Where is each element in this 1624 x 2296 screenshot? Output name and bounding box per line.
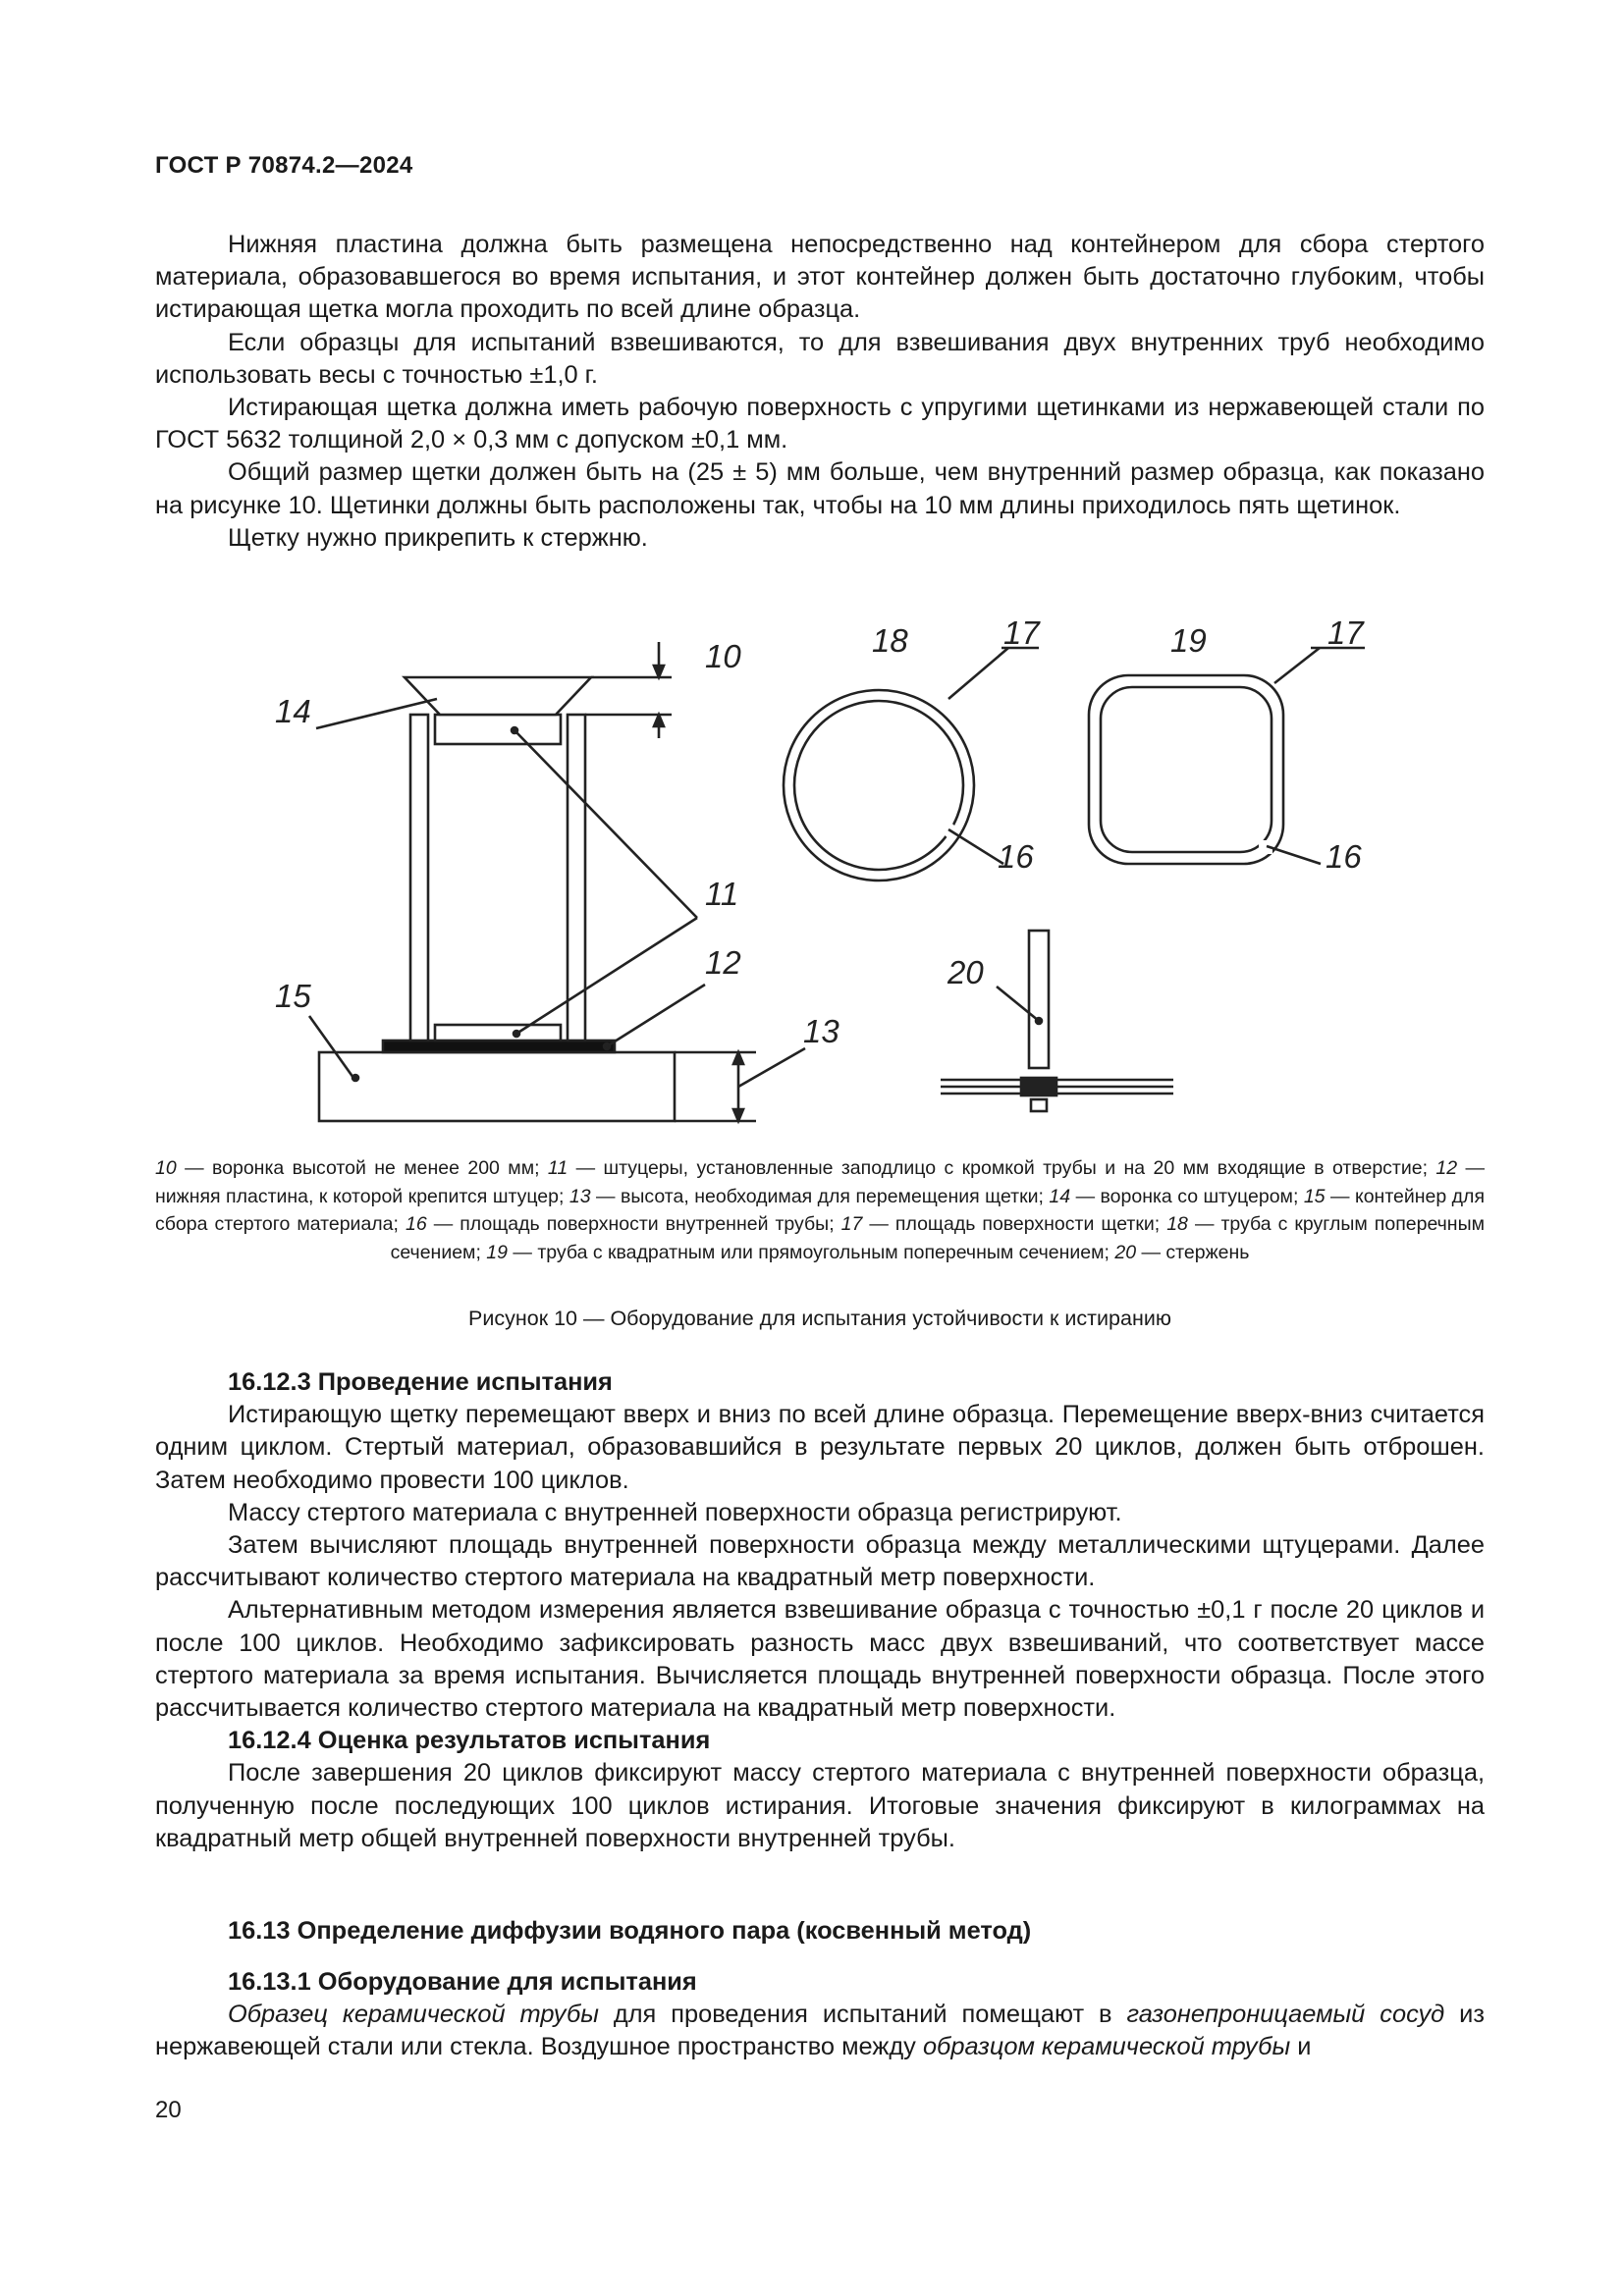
tube-left-wall <box>410 715 428 1041</box>
legend-item: 17 — площадь поверхности щетки; <box>840 1213 1167 1236</box>
label-10: 10 <box>705 638 741 674</box>
legend-item: 10 — воронка высотой не менее 200 мм; <box>155 1157 548 1179</box>
label-12: 12 <box>705 944 741 981</box>
paragraph: После завершения 20 циклов фиксируют массу стертого материала с внутренней поверхности образца, полученную после последующих 100 циклов истирания. Итоговые значения фиксируют в килограммах на квадратный метр общей внутренней поверхности внутренней трубы. <box>155 1759 1485 1852</box>
round-tube-outer <box>784 690 974 881</box>
label-20: 20 <box>947 954 984 990</box>
legend-item: 16 — площадь поверхности внутренней трубы; <box>405 1213 841 1236</box>
page-number: 20 <box>155 2097 182 2123</box>
paragraph: Истирающая щетка должна иметь рабочую поверхность с упругими щетинками из нержавеющей стали по ГОСТ 5632 толщиной 2,0 × 0,3 мм с допуском ±0,1 мм. <box>155 394 1485 454</box>
legend-item: 12 — нижняя пластина, к которой крепится штуцер; <box>155 1157 1486 1207</box>
paragraph: Нижняя пластина должна быть размещена непосредственно над контейнером для сбора стертого материала, образовавшегося во время испытания, и этот контейнер должен быть достаточно глубоким, чтобы истирающая щетка могла проходить по всей длине образца. <box>155 231 1485 324</box>
legend-item: 19 — труба с квадратным или прямоугольным поперечным сечением; <box>486 1241 1115 1263</box>
section-heading: 16.12.3 Проведение испытания <box>228 1368 613 1396</box>
paragraph: Щетку нужно прикрепить к стержню. <box>228 523 648 552</box>
label-13: 13 <box>803 1013 839 1049</box>
section-heading: 16.12.4 Оценка результатов испытания <box>228 1727 711 1755</box>
section-16-13-1 <box>155 1966 1485 2064</box>
section-heading: 16.13.1 Оборудование для испытания <box>228 1968 697 1996</box>
paragraph: Образец керамической трубы для проведения испытаний помещают в газонепроницаемый сосуд из нержавеющей стали или стекла. Воздушное пространство между образцом керамической трубы и <box>155 2001 1485 2061</box>
paragraph: Общий размер щетки должен быть на (25 ± 5) мм больше, чем внутренний размер образца, как показано на рисунке 10. Щетинки должны быть расположены так, чтобы на 10 мм длины приходилось пять щетинок. <box>155 458 1485 519</box>
bottom-plate-12 <box>383 1041 615 1052</box>
square-tube-outer <box>1089 675 1283 864</box>
legend-item: 14 — воронка со штуцером; <box>1049 1185 1304 1207</box>
label-16a: 16 <box>998 838 1034 875</box>
paragraph: Затем вычисляют площадь внутренней поверхности образца между металлическими щтуцерами. Далее рассчитывают количество стертого материала на квадратный метр поверхности. <box>155 1531 1485 1592</box>
label-11: 11 <box>705 876 739 912</box>
paragraph: Массу стертого материала с внутренней поверхности образца регистрируют. <box>228 1498 1122 1526</box>
section-heading: 16.13 Определение диффузии водяного пара (косвенный метод) <box>228 1917 1032 1945</box>
label-19: 19 <box>1170 622 1207 659</box>
label-15: 15 <box>275 978 311 1014</box>
container-15 <box>319 1052 675 1121</box>
round-tube-inner <box>794 701 963 870</box>
figure-caption: Рисунок 10 — Оборудование для испытания устойчивости к истиранию <box>468 1307 1171 1330</box>
label-16b: 16 <box>1326 838 1362 875</box>
legend-item: 13 — высота, необходимая для перемещения щетки; <box>568 1185 1050 1207</box>
top-fitting <box>435 715 561 744</box>
bottom-fitting <box>435 1025 561 1041</box>
label-18: 18 <box>872 622 908 659</box>
label-14: 14 <box>275 693 311 729</box>
paragraph: Альтернативным методом измерения является взвешивание образца с точностью ±0,1 г после 20 циклов и после 100 циклов. Необходимо зафиксировать разность масс двух взвешиваний, что соответствует массе стертого материала за время испытания. Вычисляется площадь внутренней поверхности образца. После этого рассчитывается количество стертого материала на квадратный метр поверхности. <box>155 1596 1485 1723</box>
legend-item: 15 — контейнер для сбора стертого материала; <box>155 1185 1485 1236</box>
square-tube-inner <box>1101 687 1272 852</box>
section-16-13 <box>155 1915 1485 1948</box>
funnel-14 <box>405 677 591 715</box>
rod-20 <box>1029 931 1049 1068</box>
figure-legend <box>155 1154 1485 1266</box>
section-16-12-3 <box>155 1366 1485 1855</box>
legend-item: 20 — стержень <box>1114 1241 1250 1263</box>
label-17b: 17 <box>1327 614 1364 651</box>
legend-item: 18 — труба с круглым поперечным сечением; <box>390 1213 1486 1263</box>
paragraph: Если образцы для испытаний взвешиваются, то для взвешивания двух внутренних труб необходимо использовать весы с точностью ±1,0 г. <box>155 328 1485 389</box>
paragraph: Истирающую щетку перемещают вверх и вниз по всей длине образца. Перемещение вверх-вниз считается одним циклом. Стертый материал, образовавшийся в результате первых 20 циклов, должен быть отброшен. Затем необходимо провести 100 циклов. <box>155 1401 1485 1494</box>
label-17a: 17 <box>1003 614 1040 651</box>
legend-item: 11 — штуцеры, установленные заподлицо с кромкой трубы и на 20 мм входящие в отверстие; <box>547 1157 1436 1179</box>
document-header: ГОСТ Р 70874.2—2024 <box>155 152 413 179</box>
